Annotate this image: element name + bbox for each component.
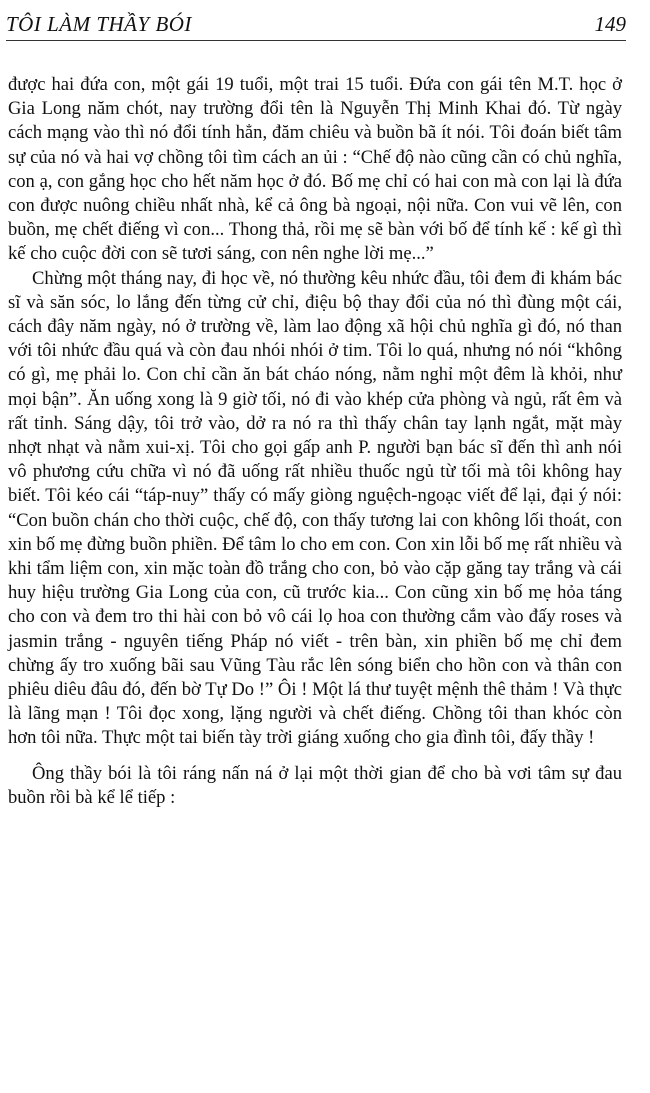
paragraph: được hai đứa con, một gái 19 tuổi, một trai 15 tuổi. Đứa con gái tên M.T. học ở Gia Long năm chót, nay trường đổi tên là Nguyễn Thị Minh Khai đó. Từ ngày cách mạng vào thì nó đổi tính hẳn, đăm chiêu và buồn bã ít nói. Tôi đoán biết tâm sự của nó và hai vợ chồng tôi tìm cách an ủi : “Chế độ nào cũng cần có chủ nghĩa, con ạ, con gắng học cho hết năm học ở đó. Bố mẹ chỉ có hai con mà con lại là đứa con được nuông chiều nhất nhà, kể cả ông bà ngoại, nội nữa. Con vui vẽ lên, con buồn, mẹ chết điếng vì con... Thong thả, rồi mẹ sẽ bàn với bố để tính kế : kế gì thì kế cho cuộc đời con sẽ tươi sáng, con nên nghe lời mẹ...” — [8, 74, 622, 265]
body-text — [8, 73, 622, 810]
running-title: TÔI LÀM THẦY BÓI — [6, 12, 192, 36]
running-header — [6, 10, 626, 41]
paragraph: Chừng một tháng nay, đi học về, nó thường kêu nhức đầu, tôi đem đi khám bác sĩ và săn sóc, lo lắng đến từng cử chỉ, điệu bộ thay đổi của nó thì đùng một cái, cách đây năm ngày, nó ở trường về, làm lao động xã hội chủ nghĩa gì đó, nó than với tôi nhức đầu quá và còn đau nhói nhói ở tim. Tôi lo quá, nhưng nó nói “không có gì, mẹ phải lo. Con chỉ cần ăn bát cháo nóng, nằm nghỉ một đêm là khỏi, như mọi bận”. Ăn uống xong là 9 giờ tối, nó đi vào khép cửa phòng và ngủ, rất êm và rất tỉnh. Sáng dậy, tôi trở vào, dở ra nó ra thì thấy chân tay lạnh ngắt, mặt mày nhợt nhạt và nằm xui-xị. Tôi cho gọi gấp anh P. người bạn bác sĩ đến thì anh nói vô phương cứu chữa vì nó đã uống rất nhiều thuốc ngủ từ tối mà tôi không hay biết. Tôi kéo cái “táp-nuy” thấy có mấy giòng nguệch-ngoạc viết để lại, đại ý nói: “Con buồn chán cho thời cuộc, chế độ, con thấy tương lai con không lối thoát, con xin bố mẹ đừng buồn phiền. Để tâm lo cho em con. Con xin lỗi bố mẹ rất nhiều và khi tẩm liệm con, xin mặc toàn đồ trắng cho con, bỏ vào cặp găng tay trắng và cái huy hiệu trường Gia Long của con, cũ trước kia... Con cũng xin bố mẹ hỏa táng cho con và đem tro thi hài con bỏ vô cái lọ hoa con thường cắm vào đấy roses và jasmin trắng - nguyên tiếng Pháp nó viết - trên bàn, xin phiền bố mẹ chỉ đem chừng ấy tro xuống bãi sau Vũng Tàu rắc lên sóng biển cho hồn con và thân con phiêu diêu đâu đó, đến bờ Tự Do !” Ôi ! Một lá thư tuyệt mệnh thê thảm ! Và thực là lãng mạn ! Tôi đọc xong, lặng người và chết điếng. Chồng tôi than khóc còn hơn tôi nữa. Thực một tai biến tày trời giáng xuống cho gia đình tôi, đấy thầy ! — [8, 267, 622, 749]
page-number: 149 — [594, 12, 626, 36]
paragraph: Ông thầy bói là tôi ráng nấn ná ở lại một thời gian để cho bà vơi tâm sự đau buồn rồi bà kể lể tiếp : — [8, 762, 622, 808]
